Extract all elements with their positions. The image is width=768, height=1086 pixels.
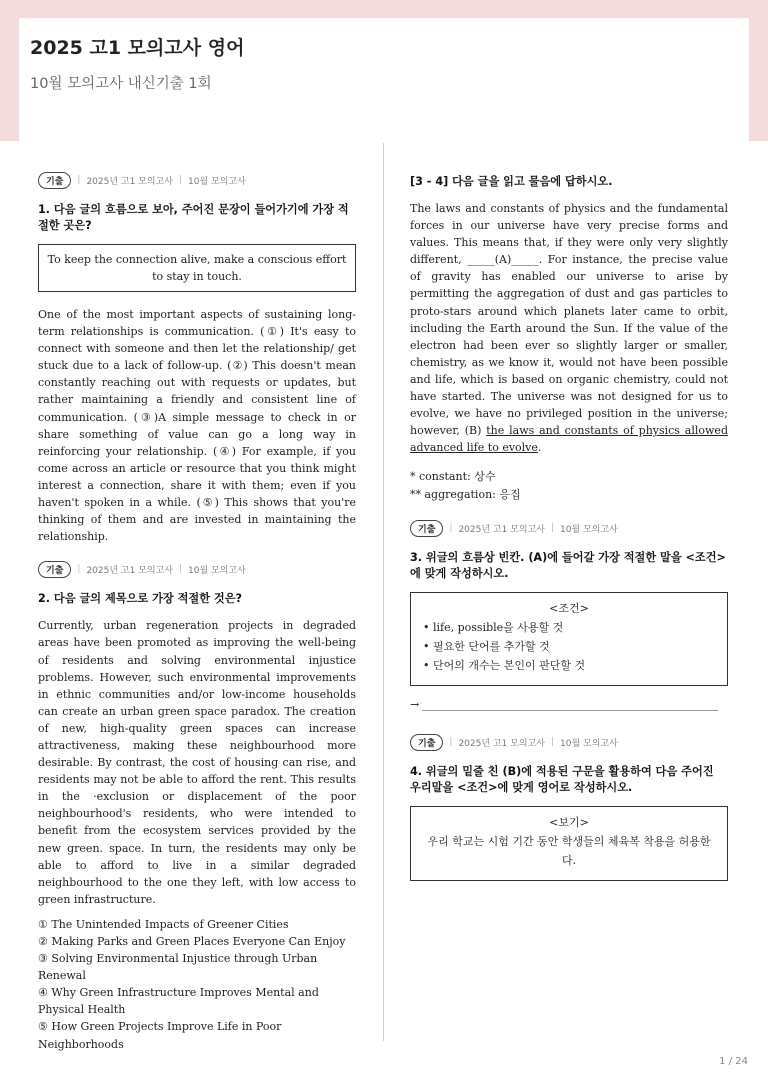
passage-part-b: . For instance, the precise value of gravity has enabled our universe to arise by permitting the aggregation of dust and gas particles to proto-stars around which planets later came to orbit, including the Earth around the Sun. If the value of the electron had been ever so slightly larger or smaller, chemistry, as we know it, would not have been possible and life, which is based on organic chemistry, could not have started. The universe was not designed for us to evolve, we have no privileged position in the universe; however, (B) bbox=[410, 253, 728, 438]
source-year: 2025년 고1 모의고사 bbox=[86, 565, 173, 576]
tag-separator: | bbox=[449, 737, 453, 748]
q34-passage bbox=[410, 200, 728, 456]
source-badge: 기출 bbox=[410, 734, 443, 751]
source-month: 10월 모의고사 bbox=[560, 738, 618, 749]
q1-title: 1. 다음 글의 흐름으로 보아, 주어진 문장이 들어가기에 가장 적절한 곳은? bbox=[38, 203, 349, 232]
tag-separator: | bbox=[449, 523, 453, 534]
footnote-2: ** aggregation: 응집 bbox=[410, 488, 521, 502]
condition-2: • 필요한 단어를 추가할 것 bbox=[423, 640, 550, 654]
passage-part-a: The laws and constants of physics and the fundamental forces in our universe have very precise forms and values. This means that, if they were only very slightly different, bbox=[410, 202, 728, 267]
tag-separator: | bbox=[178, 564, 183, 575]
source-month: 10월 모의고사 bbox=[560, 524, 618, 535]
q2-options bbox=[38, 916, 356, 1053]
right-column bbox=[410, 170, 728, 881]
source-year: 2025년 고1 모의고사 bbox=[86, 176, 173, 187]
q1-tagline bbox=[38, 170, 356, 190]
tag-separator: | bbox=[550, 523, 555, 534]
source-year: 2025년 고1 모의고사 bbox=[458, 738, 545, 749]
source-month: 10월 모의고사 bbox=[188, 176, 246, 187]
option-5: ⑤ How Green Projects Improve Life in Poor Neighborhoods bbox=[38, 1020, 282, 1051]
tag-separator: | bbox=[77, 175, 81, 185]
page-number: 1 / 24 bbox=[719, 1056, 748, 1067]
source-year: 2025년 고1 모의고사 bbox=[458, 524, 545, 535]
footnotes bbox=[410, 468, 728, 504]
q4-title: 4. 위글의 밑줄 친 (B)에 적용된 구문을 활용하여 다음 주어진 우리말을 <조건>에 맞게 영어로 작성하시오. bbox=[410, 765, 714, 795]
source-badge: 기출 bbox=[410, 520, 443, 537]
left-column bbox=[38, 170, 356, 1053]
source-badge: 기출 bbox=[38, 172, 71, 189]
option-3: ③ Solving Environmental Injustice through Urban Renewal bbox=[38, 952, 318, 983]
q3-conditions-box bbox=[410, 592, 728, 686]
condition-1: • life, possible을 사용할 것 bbox=[423, 621, 564, 635]
passage-end: . bbox=[537, 441, 542, 455]
exam-title: 2025 고1 모의고사 영어 bbox=[30, 37, 245, 59]
tag-separator: | bbox=[550, 737, 555, 748]
example-title: <보기> bbox=[549, 816, 589, 830]
arrow-icon: → bbox=[410, 698, 420, 712]
q2-tagline bbox=[38, 559, 356, 579]
option-4: ④ Why Green Infrastructure Improves Mental and Physical Health bbox=[38, 986, 319, 1017]
footnote-1: * constant: 상수 bbox=[410, 470, 496, 484]
option-2: ② Making Parks and Green Places Everyone Can Enjoy bbox=[38, 935, 346, 948]
option-1: ① The Unintended Impacts of Greener Cities bbox=[38, 917, 289, 931]
q4-tagline bbox=[410, 732, 728, 752]
q1-passage: One of the most important aspects of sustaining long-term relationships is communication. (①) It's easy to connect with someone and then let the relationship/ get stuck due to a lack of follow-up. (②) This doesn't mean constantly reaching out with requests or updates, but rather maintaining a friendly and consistent line of communication. (③)A simple message to check in or share something of value can go a long way in reinforcing your relationship. (④) For example, if you come across an article or resource that you think might interest a connection, share it with them; even if you haven't spoken in a while. (⑤) This shows that you're thinking of them and are invested in maintaining the relationship. bbox=[38, 308, 356, 544]
tag-separator: | bbox=[178, 175, 183, 185]
q2-title: 2. 다음 글의 제목으로 가장 적절한 것은? bbox=[38, 592, 243, 606]
condition-3: • 단어의 개수는 본인이 판단할 것 bbox=[423, 659, 586, 673]
conditions-title: <조건> bbox=[549, 602, 589, 616]
q3-title: 3. 위글의 흐름상 빈칸. (A)에 들어갈 가장 적절한 말을 <조건>에 맞게 작성하시오. bbox=[410, 551, 726, 581]
q2-passage: Currently, urban regeneration projects in degraded areas have been promoted as improving the well-being of residents and solving environmental injustice problems. However, such environmental improvements in ethnic communities and/or low-income households can create an urban green space paradox. The creation of new, high-quality green spaces can increase attractiveness, making these neighbourhood more desirable. By contrast, the cost of housing can rise, and residents may not be able to afford the rent. This results in the ·exclusion or displacement of the poor neighbourhood's residents, who were intended to benefit from the ecosystem services provided by the new green. space. In turn, the residents may only be able to afford to live in a similar degraded neighbourhood to the one they left, with low access to green infrastructure. bbox=[38, 619, 356, 906]
exam-subtitle: 10월 모의고사 내신기출 1회 bbox=[30, 76, 212, 92]
answer-rule bbox=[422, 710, 718, 711]
source-badge: 기출 bbox=[38, 561, 71, 578]
source-month: 10월 모의고사 bbox=[188, 565, 246, 576]
q3-answer-line[interactable] bbox=[410, 696, 728, 716]
column-divider bbox=[383, 143, 384, 1041]
q3-tagline bbox=[410, 518, 728, 538]
q34-instruction: [3 - 4] 다음 글을 읽고 물음에 답하시오. bbox=[410, 175, 613, 188]
underlined-b: the laws and constants of physics allowed advanced life to evolve bbox=[410, 424, 728, 455]
q4-example-box bbox=[410, 806, 728, 881]
blank-a: _____(A)_____ bbox=[467, 253, 539, 267]
example-text: 우리 학교는 시험 기간 동안 학생들의 체육복 착용을 허용한다. bbox=[427, 835, 711, 868]
tag-separator: | bbox=[77, 564, 81, 575]
q1-given-sentence: To keep the connection alive, make a conscious effort to stay in touch. bbox=[38, 244, 356, 292]
